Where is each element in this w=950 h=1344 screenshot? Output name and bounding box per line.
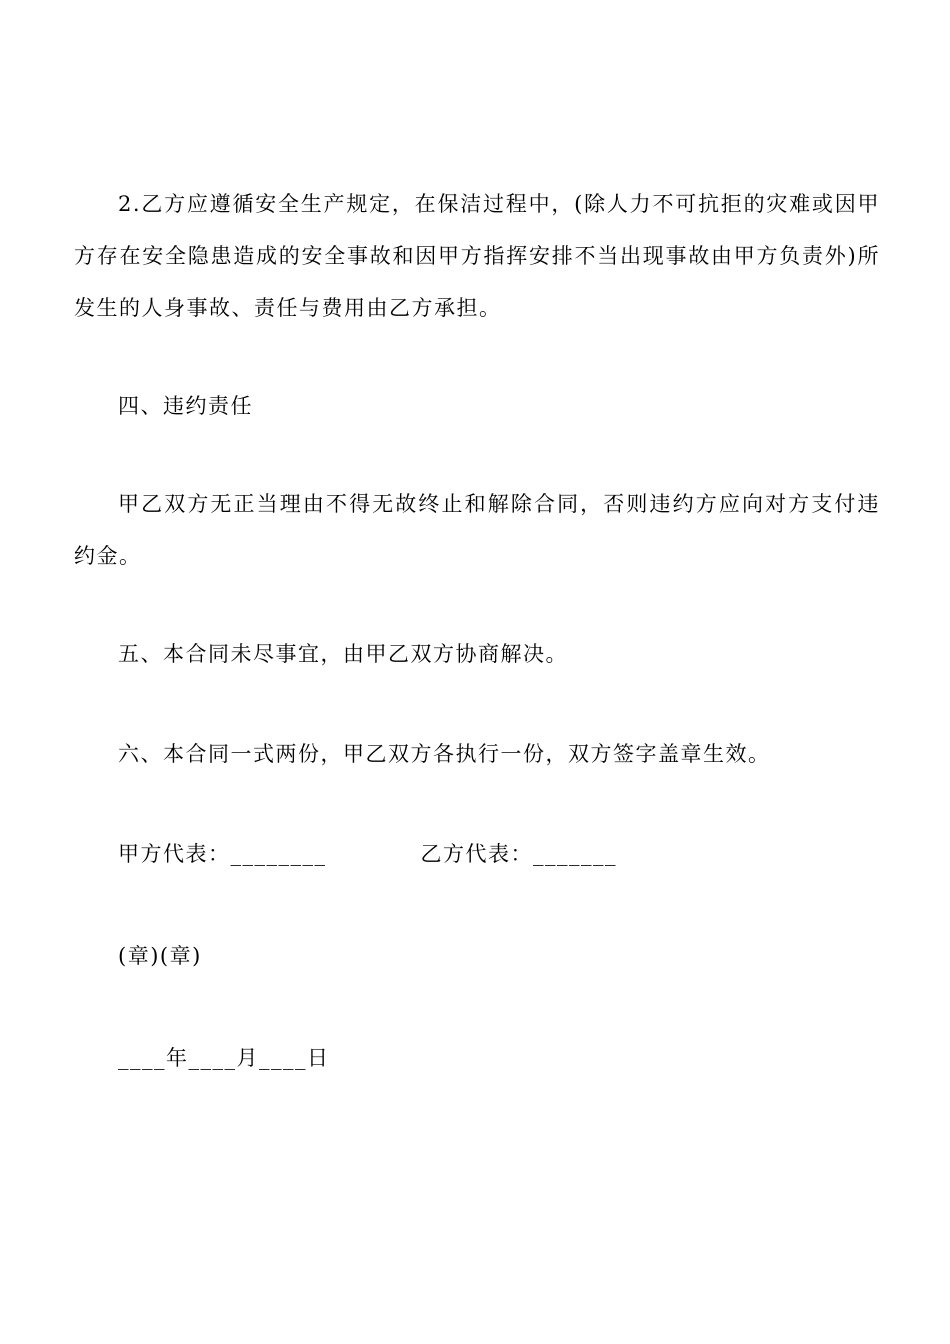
party-b-signature: 乙方代表：_______ bbox=[420, 842, 617, 866]
breach-paragraph: 甲乙双方无正当理由不得无故终止和解除合同，否则违约方应向对方支付违约金。 bbox=[74, 492, 880, 568]
seal-line: (章)(章) bbox=[118, 944, 202, 968]
document-body bbox=[74, 178, 880, 1084]
section-heading-breach: 四、违约责任 bbox=[118, 394, 253, 418]
signature-row bbox=[74, 828, 880, 880]
clause-5-paragraph: 五、本合同未尽事宜，由甲乙双方协商解决。 bbox=[118, 642, 568, 666]
date-line: ____年____月____日 bbox=[118, 1046, 330, 1070]
clause-6-paragraph: 六、本合同一式两份，甲乙双方各执行一份，双方签字盖章生效。 bbox=[118, 742, 771, 766]
clause-2-paragraph: 2.乙方应遵循安全生产规定，在保洁过程中，(除人力不可抗拒的灾难或因甲方存在安全隐患造成的安全事故和因甲方指挥安排不当出现事故由甲方负责外)所发生的人身事故、责任与费用由乙方承担。 bbox=[74, 192, 880, 320]
party-a-signature: 甲方代表：________ bbox=[118, 842, 327, 866]
